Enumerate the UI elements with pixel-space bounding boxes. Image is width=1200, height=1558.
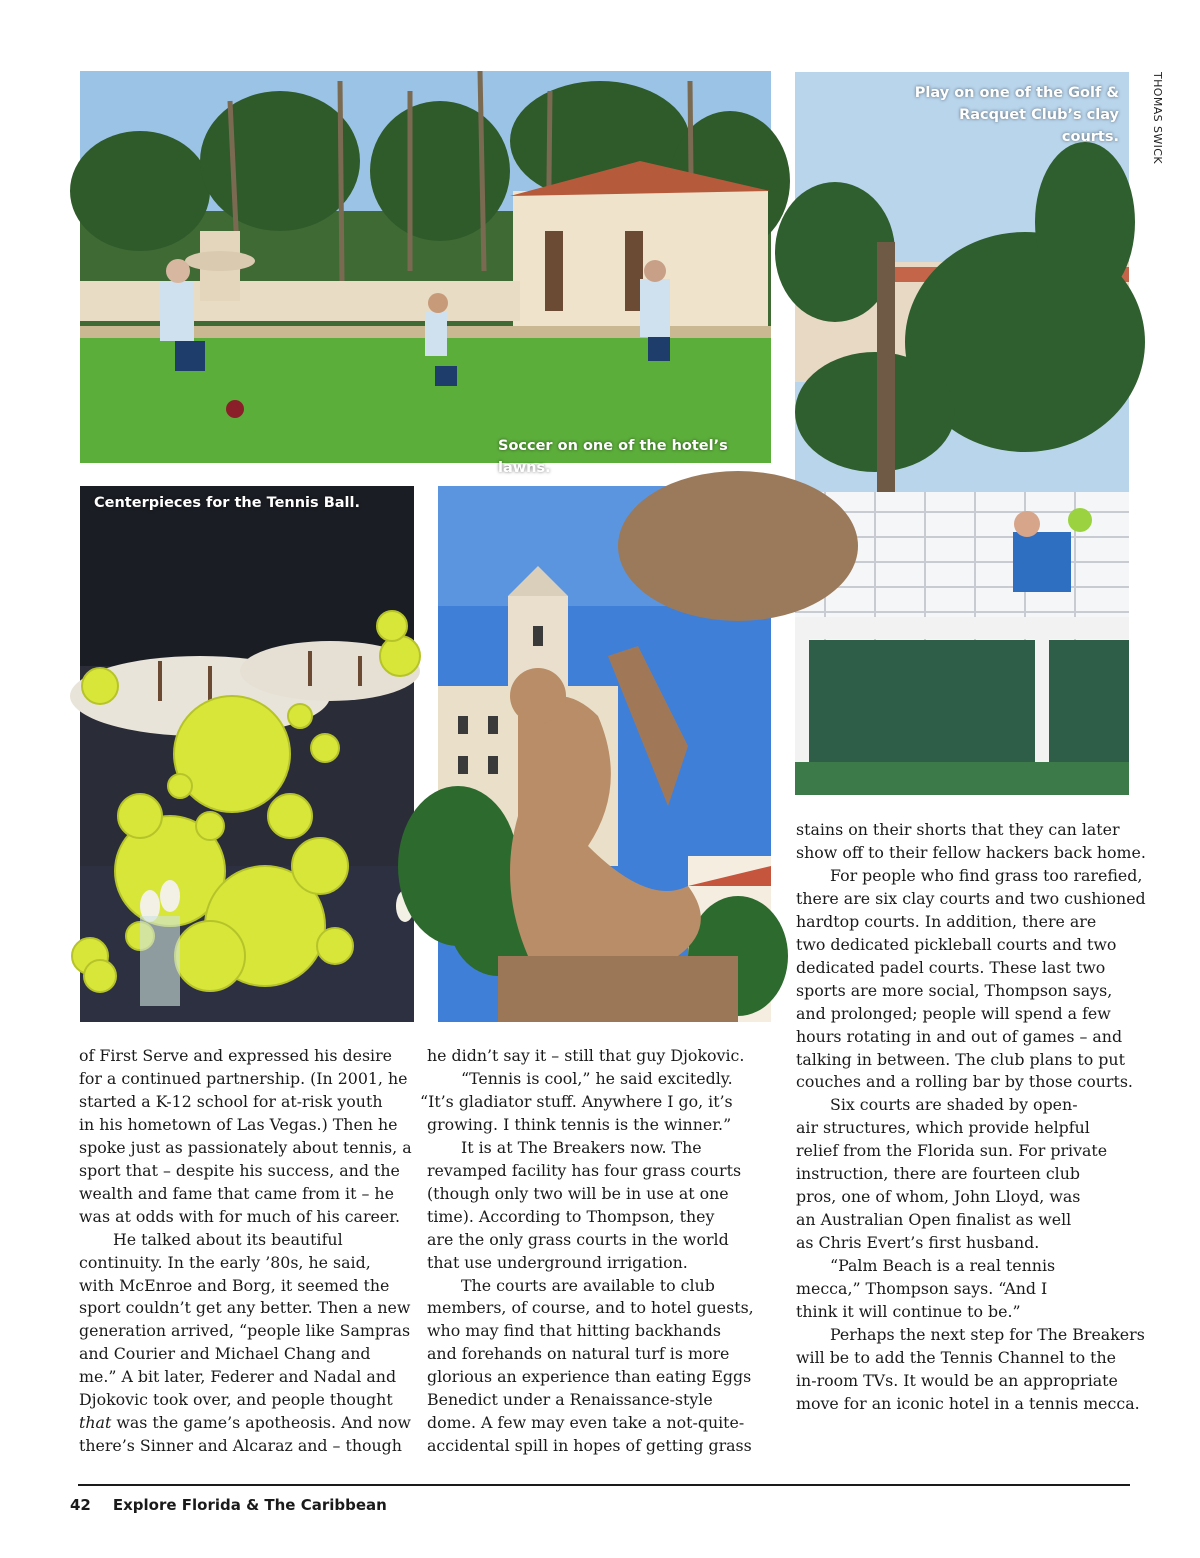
- text-line: “Palm Beach is a real tennis: [830, 1256, 1056, 1276]
- text-line: as Chris Evert’s first husband.: [796, 1233, 1040, 1253]
- text-line: (though only two will be in use at one: [427, 1183, 729, 1203]
- text-line: members, of course, and to hotel guests,: [427, 1298, 754, 1318]
- text-line: “Tennis is cool,” he said excitedly.: [461, 1068, 733, 1088]
- text-line: hardtop courts. In addition, there are: [796, 911, 1097, 931]
- left-text-column: [79, 1045, 412, 1458]
- text-line: pros, one of whom, John Lloyd, was: [796, 1187, 1081, 1207]
- centerpieces-photo: [80, 486, 414, 1022]
- text-line: an Australian Open finalist as well: [796, 1210, 1072, 1230]
- italic-emphasis: that: [79, 1413, 112, 1433]
- text-line: sports are more social, Thompson says,: [796, 980, 1113, 1000]
- text-line: and Courier and Michael Chang and: [79, 1344, 371, 1364]
- text-line: there are six clay courts and two cushioned: [796, 888, 1146, 908]
- text-line-rest: was the game’s apotheosis. And now: [116, 1413, 411, 1433]
- text-line: dome. A few may even take a not-quite-: [427, 1413, 745, 1433]
- text-line: will be to add the Tennis Channel to the: [796, 1347, 1117, 1367]
- text-line: in-room TVs. It would be an appropriate: [796, 1370, 1118, 1390]
- text-line: with McEnroe and Borg, it seemed the: [79, 1275, 390, 1295]
- text-line: couches and a rolling bar by those courts.: [796, 1072, 1133, 1092]
- footer-rule: [78, 1484, 1130, 1486]
- text-line: air structures, which provide helpful: [796, 1118, 1090, 1138]
- right-text-column: [796, 819, 1146, 1416]
- text-line: who may find that hitting backhands: [427, 1321, 721, 1341]
- text-line: Benedict under a Renaissance-style: [427, 1390, 713, 1410]
- text-line: glorious an experience than eating Eggs: [427, 1367, 752, 1387]
- text-line: of First Serve and expressed his desire: [79, 1046, 392, 1065]
- text-line: instruction, there are fourteen club: [796, 1164, 1081, 1184]
- text-line: continuity. In the early ’80s, he said,: [79, 1252, 371, 1272]
- text-line: wealth and fame that came from it – he: [79, 1183, 394, 1203]
- soccer-lawn-photo: [80, 71, 771, 476]
- text-line: talking in between. The club plans to put: [796, 1049, 1125, 1069]
- text-line: stains on their shorts that they can later: [796, 820, 1120, 839]
- text-line: “It’s gladiator stuff. Anywhere I go, it’s: [420, 1091, 733, 1111]
- text-line: dedicated padel courts. These last two: [796, 957, 1106, 977]
- text-line: spoke just as passionately about tennis, a: [79, 1137, 412, 1157]
- text-line: It is at The Breakers now. The: [461, 1137, 702, 1157]
- text-line: He talked about its beautiful: [113, 1229, 343, 1249]
- text-line: sport that – despite his success, and the: [79, 1160, 400, 1180]
- text-line: The courts are available to club: [461, 1275, 715, 1295]
- text-line: generation arrived, “people like Sampras: [79, 1321, 411, 1341]
- fountain-sculpture-photo: [438, 486, 771, 1022]
- text-line: he didn’t say it – still that guy Djokovic.: [427, 1046, 745, 1065]
- text-line: and forehands on natural turf is more: [427, 1344, 730, 1364]
- text-line: think it will continue to be.”: [796, 1302, 1021, 1322]
- page-footer: [70, 1496, 387, 1514]
- text-line: revamped facility has four grass courts: [427, 1160, 742, 1180]
- text-line: in his hometown of Las Vegas.) Then he: [79, 1114, 398, 1134]
- text-line: move for an iconic hotel in a tennis mecca.: [796, 1393, 1140, 1413]
- text-line: growing. I think tennis is the winner.”: [427, 1114, 732, 1134]
- text-line: are the only grass courts in the world: [427, 1229, 729, 1249]
- text-line: accidental spill in hopes of getting grass: [427, 1436, 752, 1456]
- soccer-photo-caption: Soccer on one of the hotel’s lawns.: [498, 438, 728, 476]
- middle-text-column: [420, 1045, 754, 1458]
- tennis-club-photo-caption: Play on one of the Golf & Racquet Club’s clay courts.: [914, 85, 1119, 145]
- text-line: sport couldn’t get any better. Then a new: [79, 1298, 411, 1318]
- text-line: hours rotating in and out of games – and: [796, 1026, 1123, 1046]
- page-number: 42: [70, 1496, 91, 1514]
- text-line: for a continued partnership. (In 2001, he: [79, 1068, 408, 1088]
- text-line: relief from the Florida sun. For private: [796, 1141, 1108, 1161]
- text-line: Perhaps the next step for The Breakers: [830, 1324, 1145, 1344]
- text-line: For people who find grass too rarefied,: [830, 865, 1143, 885]
- text-line: [79, 1412, 412, 1435]
- text-line: was at odds with for much of his career.: [79, 1206, 401, 1226]
- text-line: and prolonged; people will spend a few: [796, 1003, 1111, 1023]
- photo-credit: THOMAS SWICK: [1151, 72, 1164, 164]
- text-line: started a K-12 school for at-risk youth: [79, 1091, 383, 1111]
- text-line: show off to their fellow hackers back home.: [796, 842, 1146, 862]
- text-line: two dedicated pickleball courts and two: [796, 934, 1117, 954]
- text-line: me.” A bit later, Federer and Nadal and: [79, 1367, 397, 1387]
- text-line: mecca,” Thompson says. “And I: [796, 1279, 1048, 1299]
- tennis-club-photo: [795, 72, 1129, 795]
- centerpieces-photo-caption: Centerpieces for the Tennis Ball.: [94, 495, 360, 511]
- publication-name: Explore Florida & The Caribbean: [112, 1496, 387, 1514]
- text-line: there’s Sinner and Alcaraz and – though: [79, 1436, 402, 1456]
- text-line: Six courts are shaded by open-: [830, 1095, 1078, 1115]
- text-line: that use underground irrigation.: [427, 1252, 688, 1272]
- text-line: time). According to Thompson, they: [427, 1206, 715, 1226]
- text-line: Djokovic took over, and people thought: [79, 1390, 393, 1410]
